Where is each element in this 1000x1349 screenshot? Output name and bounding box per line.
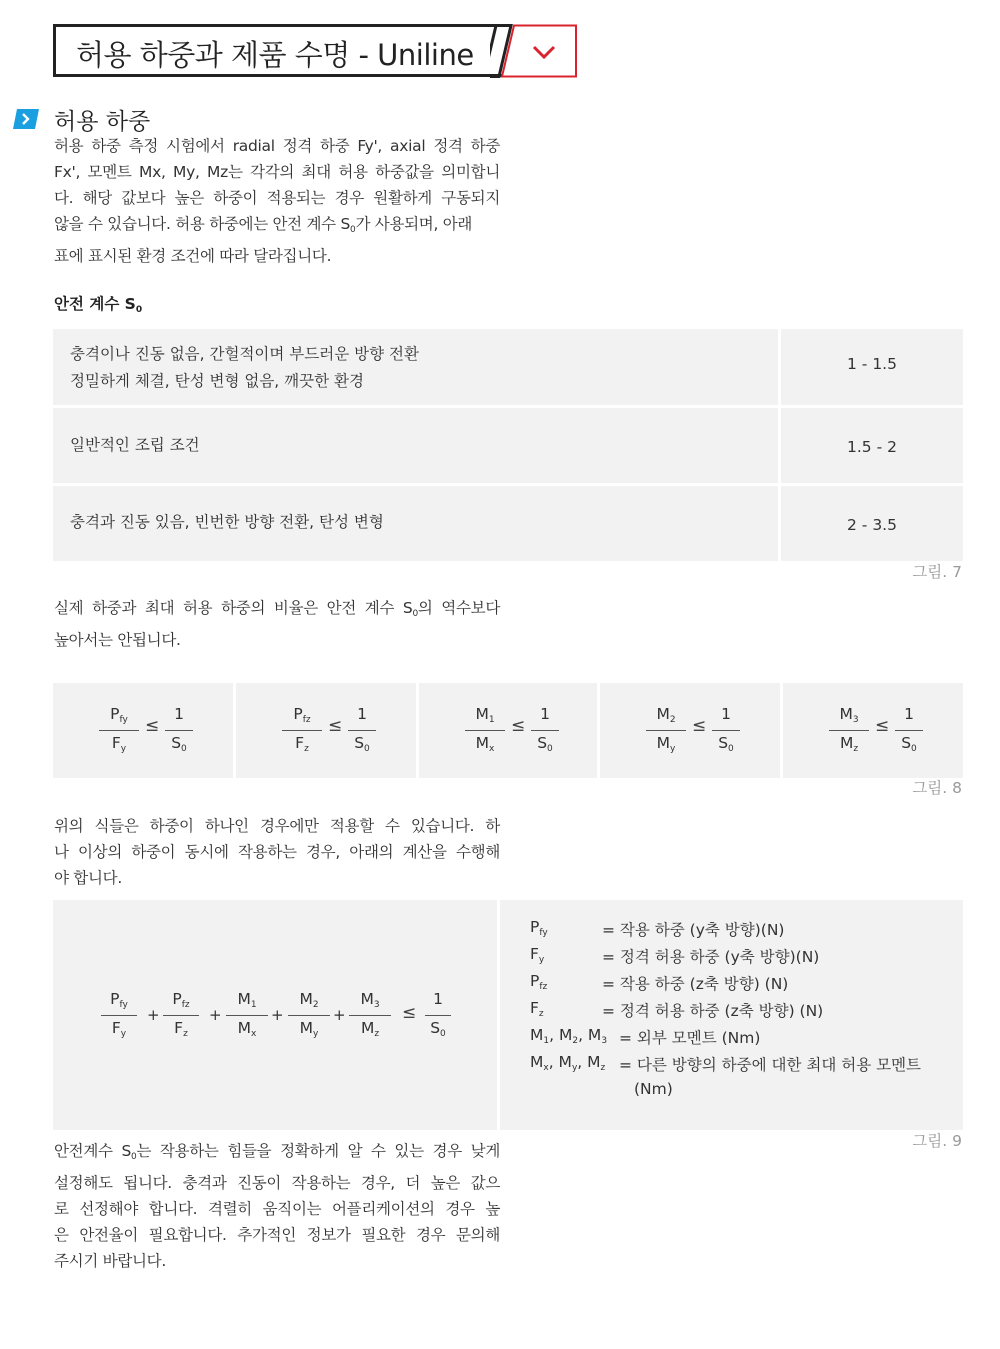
legend-desc: (Nm) bbox=[634, 1080, 673, 1098]
fraction-bar bbox=[349, 1015, 391, 1016]
closing-line: 주시기 바랍니다. bbox=[54, 1252, 166, 1270]
denominator: $S_0$ bbox=[354, 734, 370, 754]
numerator: $M_2$ bbox=[656, 705, 676, 725]
intro-line: 표에 표시된 환경 조건에 따라 달라집니다. bbox=[54, 247, 332, 265]
numerator: 1 bbox=[904, 705, 914, 723]
title-decoration bbox=[490, 24, 580, 78]
fraction bbox=[465, 705, 505, 757]
combined-paragraph bbox=[54, 813, 500, 891]
numerator: 1 bbox=[174, 705, 184, 723]
le-symbol: ≤ bbox=[402, 1003, 417, 1023]
closing-paragraph bbox=[54, 1138, 500, 1274]
fraction bbox=[99, 705, 139, 757]
closing-line bbox=[54, 1138, 500, 1170]
denominator: $M_y$ bbox=[656, 734, 676, 754]
numerator: $M_1$ bbox=[237, 990, 257, 1010]
plus-sign: + bbox=[209, 1006, 222, 1024]
fraction bbox=[895, 705, 923, 757]
numerator: 1 bbox=[433, 990, 443, 1008]
figure-label: 그림. 7 bbox=[912, 563, 962, 581]
fraction bbox=[226, 990, 268, 1042]
intro-line-text: 않을 수 있습니다. 허용 하중에는 안전 계수 bbox=[54, 215, 341, 233]
ratio-text-a: 실제 하중과 최대 허용 하중의 비율은 안전 계수 S bbox=[54, 599, 413, 617]
legend-desc: = 정격 허용 하중 (z축 방향) (N) bbox=[602, 1002, 824, 1020]
numerator: $P_{fz}$ bbox=[293, 705, 311, 725]
denominator: $F_y$ bbox=[111, 1019, 127, 1039]
denominator: $F_z$ bbox=[174, 1019, 188, 1039]
closing-text-b: 는 작용하는 힘들을 정확하게 알 수 있는 경우 낮게 bbox=[136, 1142, 500, 1160]
intro-line: 다. 해당 값보다 높은 하중이 적용되는 경우 원활하게 구동되지 bbox=[54, 189, 500, 207]
legend-desc: = 작용 하중 (y축 방향)(N) bbox=[602, 921, 785, 939]
fraction bbox=[425, 990, 451, 1042]
denominator: $F_z$ bbox=[295, 734, 309, 754]
formula-cell bbox=[783, 683, 963, 778]
cell-line: 정밀하게 체결, 탄성 변형 없음, 깨끗한 환경 bbox=[70, 372, 364, 390]
le-symbol: ≤ bbox=[875, 716, 890, 736]
intro-line-tail: 가 사용되며, 아래 bbox=[355, 215, 473, 233]
plus-sign: + bbox=[271, 1006, 284, 1024]
numerator: $M_2$ bbox=[299, 990, 319, 1010]
table-row bbox=[53, 408, 963, 483]
value-text: 1 - 1.5 bbox=[847, 355, 897, 373]
fraction bbox=[531, 705, 559, 757]
fraction-bar bbox=[712, 730, 740, 731]
numerator: $P_{fy}$ bbox=[110, 705, 128, 725]
denominator: $M_z$ bbox=[839, 734, 859, 754]
fraction bbox=[288, 990, 330, 1042]
safety-table-title bbox=[54, 292, 142, 315]
fraction bbox=[163, 990, 199, 1042]
formula-cell bbox=[419, 683, 597, 778]
le-symbol: ≤ bbox=[692, 716, 707, 736]
plus-sign: + bbox=[147, 1006, 160, 1024]
formula-cell bbox=[53, 683, 233, 778]
closing-line: 설정해도 됩니다. 충격과 진동이 작용하는 경우, 더 높은 값으 bbox=[54, 1174, 500, 1192]
fraction-bar bbox=[226, 1015, 268, 1016]
table-cell-value bbox=[781, 408, 963, 483]
fraction bbox=[829, 705, 869, 757]
fraction-bar bbox=[531, 730, 559, 731]
fraction bbox=[349, 990, 391, 1042]
denominator: $F_y$ bbox=[111, 734, 127, 754]
cell-line: 충격이나 진동 없음, 간헐적이며 부드러운 방향 전환 bbox=[70, 345, 419, 363]
intro-line bbox=[54, 211, 500, 243]
formula-cell bbox=[236, 683, 416, 778]
title-box bbox=[53, 24, 511, 77]
denominator: $M_x$ bbox=[475, 734, 495, 754]
figure-label: 그림. 9 bbox=[912, 1132, 962, 1150]
page-title: 허용 하중과 제품 수명 - Uniline bbox=[76, 38, 474, 72]
ratio-line bbox=[54, 595, 500, 627]
plus-sign: + bbox=[333, 1006, 346, 1024]
ratio-line: 높아서는 안됩니다. bbox=[54, 631, 181, 649]
numerator: $M_3$ bbox=[839, 705, 859, 725]
table-cell-value bbox=[781, 329, 963, 405]
fraction-bar bbox=[895, 730, 923, 731]
table-cell-condition bbox=[53, 486, 778, 561]
combined-formula-block bbox=[53, 900, 963, 1130]
closing-text-a: 안전계수 S bbox=[54, 1142, 131, 1160]
fraction bbox=[165, 705, 193, 757]
table-row bbox=[53, 486, 963, 561]
combined-line: 나 이상의 하중이 동시에 작용하는 경우, 아래의 계산을 수행해 bbox=[54, 843, 500, 861]
safety-title-text: 안전 계수 S bbox=[54, 295, 136, 313]
legend-desc: = 다른 방향의 하중에 대한 최대 허용 모멘트 bbox=[619, 1056, 922, 1074]
closing-line: 로 선정해야 합니다. 격렬히 움직이는 어플리케이션의 경우 높 bbox=[54, 1200, 500, 1218]
combined-line: 위의 식들은 하중이 하나인 경우에만 적용할 수 있습니다. 하 bbox=[54, 817, 500, 835]
fraction bbox=[282, 705, 322, 757]
numerator: 1 bbox=[540, 705, 550, 723]
denominator: $S_0$ bbox=[901, 734, 917, 754]
section-title: 허용 하중 bbox=[54, 109, 151, 135]
intro-line: Fx', 모멘트 Mx, My, Mz는 각각의 최대 허용 하중값을 의미합니 bbox=[54, 163, 500, 181]
denominator: $S_0$ bbox=[718, 734, 734, 754]
table-cell-condition bbox=[53, 329, 778, 405]
denominator: $S_0$ bbox=[537, 734, 553, 754]
fraction-bar bbox=[101, 1015, 137, 1016]
fraction-bar bbox=[288, 1015, 330, 1016]
subscript: 0 bbox=[131, 1152, 137, 1162]
denominator: $M_z$ bbox=[360, 1019, 380, 1039]
denominator: $S_0$ bbox=[171, 734, 187, 754]
legend-desc: = 작용 하중 (z축 방향) (N) bbox=[602, 975, 789, 993]
fraction bbox=[348, 705, 376, 757]
fraction-bar bbox=[829, 730, 869, 731]
table-cell-value bbox=[781, 486, 963, 561]
le-symbol: ≤ bbox=[511, 716, 526, 736]
fraction-bar bbox=[282, 730, 322, 731]
combined-line: 야 합니다. bbox=[54, 869, 122, 887]
fraction-bar bbox=[348, 730, 376, 731]
numerator: $P_{fz}$ bbox=[172, 990, 190, 1010]
value-text: 1.5 - 2 bbox=[847, 438, 897, 456]
subscript: 0 bbox=[135, 305, 143, 315]
value-text: 2 - 3.5 bbox=[847, 516, 897, 534]
chevron-right-icon bbox=[13, 109, 39, 129]
numerator: $M_3$ bbox=[360, 990, 380, 1010]
fraction-bar bbox=[646, 730, 686, 731]
formula-cell bbox=[600, 683, 780, 778]
figure-label: 그림. 8 bbox=[912, 779, 962, 797]
intro-line: 허용 하중 측정 시험에서 radial 정격 하중 Fy', axial 정격 하중 bbox=[54, 137, 500, 155]
fraction bbox=[101, 990, 137, 1042]
numerator: 1 bbox=[721, 705, 731, 723]
fraction-bar bbox=[165, 730, 193, 731]
ratio-paragraph bbox=[54, 595, 500, 653]
table-cell-condition bbox=[53, 408, 778, 483]
cell-line: 일반적인 조립 조건 bbox=[70, 436, 200, 454]
legend-desc: = 정격 허용 하중 (y축 방향)(N) bbox=[602, 948, 820, 966]
fraction-bar bbox=[163, 1015, 199, 1016]
subscript: 0 bbox=[350, 225, 356, 235]
numerator: 1 bbox=[357, 705, 367, 723]
numerator: $M_1$ bbox=[475, 705, 495, 725]
table-row bbox=[53, 329, 963, 405]
denominator: $S_0$ bbox=[430, 1019, 446, 1039]
combined-formula bbox=[53, 900, 497, 1130]
intro-paragraph bbox=[54, 133, 500, 269]
formula-row bbox=[53, 683, 963, 778]
closing-line: 은 안전율이 필요합니다. 추가적인 정보가 필요한 경우 문의해 bbox=[54, 1226, 500, 1244]
le-symbol: ≤ bbox=[328, 716, 343, 736]
fraction bbox=[646, 705, 686, 757]
fraction-bar bbox=[425, 1015, 451, 1016]
numerator: $P_{fy}$ bbox=[110, 990, 128, 1010]
fraction bbox=[712, 705, 740, 757]
fraction-bar bbox=[99, 730, 139, 731]
ratio-text-b: 의 역수보다 bbox=[417, 599, 501, 617]
legend-desc: = 외부 모멘트 (Nm) bbox=[619, 1029, 761, 1047]
fraction-bar bbox=[465, 730, 505, 731]
subscript: 0 bbox=[412, 609, 418, 619]
denominator: $M_y$ bbox=[299, 1019, 319, 1039]
symbol-s: S bbox=[340, 215, 351, 233]
cell-line: 충격과 진동 있음, 빈번한 방향 전환, 탄성 변형 bbox=[70, 513, 384, 531]
denominator: $M_x$ bbox=[237, 1019, 257, 1039]
formula-legend: $P_{fy}$ = 작용 하중 (y축 방향)(N) $F_y$ = 정격 허용 하중 (y축 방향)(N) $P_{fz}$ = 작용 하중 (z축 방향) (N) $F_z$ = 정격 허용 하중 (z축 방향) (N) $M_1$, $M_2$, $M_3$ = 외부 모멘트 (Nm) $M_x$, $M_y$, $M_z$ = 다른 방향의 하중에 대한 최대 허용 모멘트 (Nm) bbox=[500, 900, 963, 1130]
le-symbol: ≤ bbox=[145, 716, 160, 736]
